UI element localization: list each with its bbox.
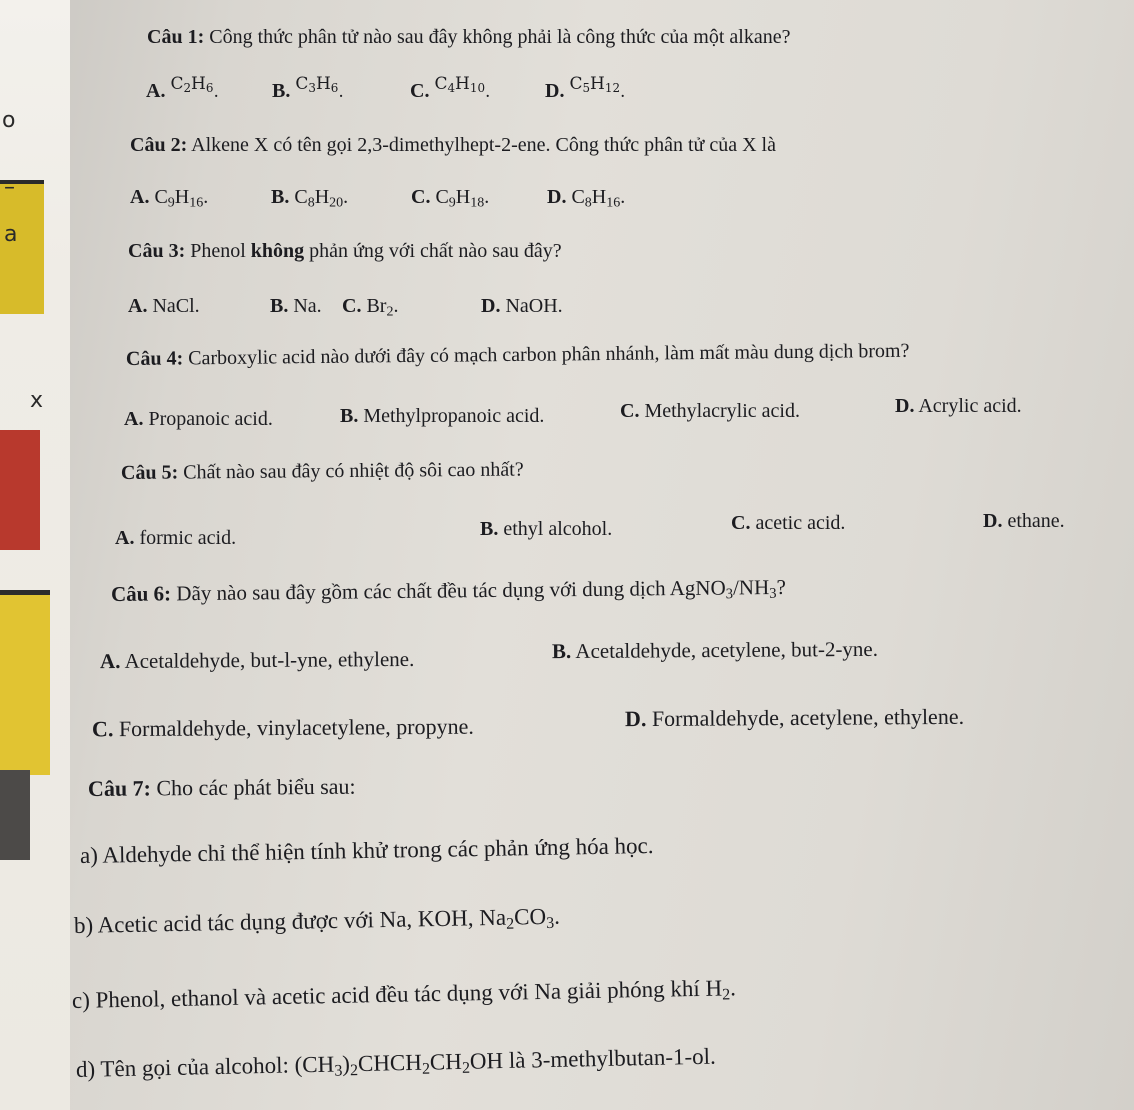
option-text: ethyl alcohol. xyxy=(503,518,613,540)
option-letter: A. xyxy=(128,295,148,317)
option-text: formic acid. xyxy=(139,527,237,549)
option-formula: C4H10. xyxy=(434,74,491,102)
option-letter: D. xyxy=(545,80,565,102)
option-letter: B. xyxy=(551,639,572,664)
q5-option-c xyxy=(731,512,845,535)
edge-color-block xyxy=(0,180,44,314)
option-formula: $C_8H_{20}$. xyxy=(294,186,349,211)
option-text: Acetaldehyde, acetylene, but-2-yne. xyxy=(575,636,879,663)
q5-option-a xyxy=(115,527,236,550)
option-letter: D. xyxy=(547,186,567,208)
q4-option-a xyxy=(124,408,273,431)
question-label: Câu 4: xyxy=(125,347,184,370)
edge-mark: x xyxy=(30,388,44,413)
question-text: Alkene X có tên gọi 2,3-dimethylhept-2-ene. Công thức phân tử của X là xyxy=(191,134,776,156)
page-edge xyxy=(0,0,70,1110)
option-text: Methylpropanoic acid. xyxy=(363,405,545,427)
option-formula: $C_9H_{18}$. xyxy=(435,186,490,211)
q2-option-d xyxy=(547,186,625,209)
q1-option-c xyxy=(410,74,491,103)
option-letter: B. xyxy=(480,518,499,540)
option-letter: B. xyxy=(340,405,359,427)
option-formula: $C_8H_{16}$. xyxy=(571,186,626,211)
question-label: Câu 1: xyxy=(147,26,205,48)
option-formula: $C_9H_{16}$. xyxy=(154,186,209,211)
statement-c: c) Phenol, ethanol và acetic acid đều tác dụng với Na giải phóng khí $H_2$. xyxy=(71,975,737,1013)
option-letter: B. xyxy=(271,186,290,208)
option-letter: D. xyxy=(481,295,501,317)
option-text: Formaldehyde, vinylacetylene, propyne. xyxy=(118,713,474,742)
question-text: Công thức phân tử nào sau đây không phải là công thức của một alkane? xyxy=(209,26,791,48)
q4-option-b xyxy=(340,405,544,428)
option-letter: D. xyxy=(895,395,915,417)
question-6 xyxy=(111,575,786,607)
question-4 xyxy=(126,340,910,371)
statement-d: d) Tên gọi của alcohol: $(CH_3)_2CHCH_2CH_2OH$ là 3-methylbutan-1-ol. xyxy=(75,1043,717,1082)
option-letter: B. xyxy=(272,80,291,102)
question-label: Câu 3: xyxy=(128,240,186,262)
q1-option-b xyxy=(272,74,344,103)
q2-option-b xyxy=(271,186,348,209)
question-5 xyxy=(121,458,524,485)
edge-color-block xyxy=(0,430,40,550)
question-label: Câu 6: xyxy=(110,581,172,606)
q6-option-c xyxy=(92,714,474,743)
option-text: Propanoic acid. xyxy=(148,408,273,430)
option-text: NaCl. xyxy=(152,295,200,317)
option-text: NaOH. xyxy=(505,295,563,317)
q6-option-b xyxy=(552,637,878,664)
question-label: Câu 5: xyxy=(120,461,179,484)
q2-option-c xyxy=(411,186,489,209)
q4-option-d xyxy=(895,395,1022,418)
option-letter: C. xyxy=(411,186,431,208)
option-letter: D. xyxy=(983,510,1003,532)
q2-option-a xyxy=(130,186,208,209)
option-text: Acrylic acid. xyxy=(918,395,1022,417)
option-letter: A. xyxy=(124,408,144,430)
edge-mark: a xyxy=(4,222,18,247)
option-text: Acetaldehyde, but-l-yne, ethylene. xyxy=(124,646,415,673)
q4-option-c xyxy=(620,400,800,423)
option-text: Methylacrylic acid. xyxy=(644,400,800,422)
statement-b: b) Acetic acid tác dụng được với Na, KOH, $Na_2CO_3$. xyxy=(73,903,561,938)
question-text: Carboxylic acid nào dưới đây có mạch carbon phân nhánh, làm mất màu dung dịch brom? xyxy=(188,339,910,370)
option-text: $Br_2$. xyxy=(366,295,399,320)
question-text: Phenol xyxy=(190,240,246,262)
question-label: Câu 7: xyxy=(87,775,152,801)
question-3 xyxy=(128,240,562,263)
option-letter: C. xyxy=(410,80,430,102)
q3-option-d xyxy=(481,295,563,318)
q6-option-d xyxy=(625,704,964,732)
option-text: Na. xyxy=(293,295,322,317)
question-1 xyxy=(147,26,790,49)
option-text: ethane. xyxy=(1007,510,1065,532)
q1-option-d xyxy=(545,74,626,103)
option-text: acetic acid. xyxy=(755,512,846,534)
option-formula: C3H6. xyxy=(295,74,344,102)
option-letter: C. xyxy=(342,295,362,317)
question-text: Cho các phát biểu sau: xyxy=(156,773,356,801)
option-letter: C. xyxy=(91,716,114,742)
question-emphasis: không xyxy=(250,240,305,262)
q5-option-b xyxy=(480,518,612,541)
statement-a: a) Aldehyde chỉ thể hiện tính khử trong các phản ứng hóa học. xyxy=(79,832,654,868)
edge-color-block xyxy=(0,590,50,775)
q1-option-a xyxy=(146,74,219,103)
q3-option-c xyxy=(342,295,398,318)
question-2 xyxy=(130,134,776,157)
option-letter: D. xyxy=(624,706,647,732)
q3-option-a xyxy=(128,295,200,318)
question-text: Dãy nào sau đây gồm các chất đều tác dụng với dung dịch $AgNO_3/NH_3$? xyxy=(176,574,786,606)
option-letter: A. xyxy=(130,186,150,208)
question-text: phản ứng với chất nào sau đây? xyxy=(309,240,562,262)
option-letter: C. xyxy=(731,512,751,534)
edge-color-block xyxy=(0,770,30,860)
edge-mark: o xyxy=(2,108,16,133)
option-letter: A. xyxy=(99,648,121,674)
option-formula: C2H6. xyxy=(170,74,219,102)
question-text: Chất nào sau đây có nhiệt độ sôi cao nhất? xyxy=(183,458,524,484)
question-label: Câu 2: xyxy=(130,134,188,156)
option-letter: A. xyxy=(115,527,135,549)
option-letter: C. xyxy=(620,400,640,422)
q3-option-b xyxy=(270,295,322,318)
option-letter: A. xyxy=(146,80,166,102)
option-text: Formaldehyde, acetylene, ethylene. xyxy=(651,703,965,731)
option-letter: B. xyxy=(270,295,289,317)
q6-option-a xyxy=(100,647,414,674)
q5-option-d xyxy=(983,510,1065,533)
option-formula: C5H12. xyxy=(569,74,626,102)
question-7 xyxy=(88,774,356,802)
edge-mark: – xyxy=(4,175,15,200)
